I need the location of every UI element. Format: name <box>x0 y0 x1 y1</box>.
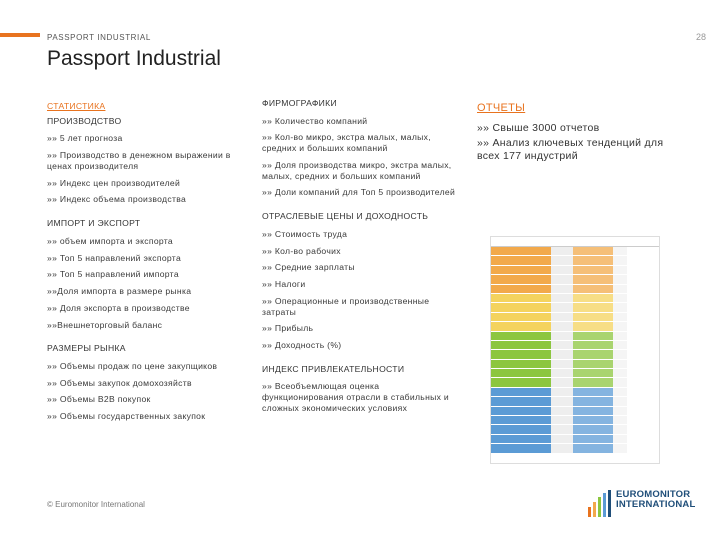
thumbnail-cell <box>491 425 551 433</box>
list-item: »» Объемы продаж по цене закупщиков <box>47 361 218 372</box>
reports-list <box>477 122 667 163</box>
thumbnail-cell <box>573 435 613 443</box>
thumbnail-row <box>491 294 659 303</box>
thumbnail-cell <box>551 247 573 255</box>
thumbnail-cell <box>573 416 613 424</box>
thumbnail-cell <box>491 313 551 321</box>
thumbnail-cell <box>491 360 551 368</box>
thumbnail-cell <box>491 341 551 349</box>
thumbnail-cell <box>551 322 573 330</box>
thumbnail-row <box>491 397 659 406</box>
thumbnail-cell <box>573 247 613 255</box>
list-item: »» Индекс объема производства <box>47 194 187 205</box>
thumbnail-row <box>491 285 659 294</box>
thumbnail-cell <box>613 369 627 377</box>
accent-bar <box>0 33 40 37</box>
prices-list <box>262 229 462 351</box>
thumbnail-cell <box>613 378 627 386</box>
thumbnail-cell <box>573 341 613 349</box>
thumbnail-cell <box>573 285 613 293</box>
thumbnail-cell <box>551 341 573 349</box>
list-item: »» Топ 5 направлений импорта <box>47 269 179 280</box>
thumbnail-cell <box>551 435 573 443</box>
thumbnail-cell <box>551 388 573 396</box>
thumbnail-cell <box>613 407 627 415</box>
thumbnail-row <box>491 416 659 425</box>
thumbnail-cell <box>613 285 627 293</box>
thumbnail-cell <box>551 303 573 311</box>
production-heading: ПРОИЗВОДСТВО <box>47 115 122 126</box>
thumbnail-cell <box>613 266 627 274</box>
thumbnail-cell <box>551 369 573 377</box>
thumbnail-cell <box>551 397 573 405</box>
thumbnail-cell <box>573 350 613 358</box>
thumbnail-cell <box>613 256 627 264</box>
import-export-heading: ИМПОРТ И ЭКСПОРТ <box>47 218 141 229</box>
thumbnail-cell <box>491 285 551 293</box>
thumbnail-row <box>491 303 659 312</box>
thumbnail-cell <box>573 332 613 340</box>
list-item: »» Средние зарплаты <box>262 262 355 273</box>
thumbnail-row <box>491 350 659 359</box>
thumbnail-cell <box>613 341 627 349</box>
list-item: »» Всеобъемлющая оценка функционирования отрасли в стабильных и сложных экономических условиях <box>262 381 449 413</box>
list-item: »» Анализ ключевых тенденций для всех 177 индустрий <box>477 137 664 162</box>
thumbnail-row <box>491 322 659 331</box>
thumbnail-cell <box>491 397 551 405</box>
thumbnail-header <box>491 237 659 247</box>
thumbnail-cell <box>491 416 551 424</box>
thumbnail-row <box>491 407 659 416</box>
thumbnail-cell <box>613 416 627 424</box>
statistics-column <box>47 101 247 428</box>
list-item: »» Количество компаний <box>262 115 368 126</box>
thumbnail-cell <box>551 313 573 321</box>
logo-line-1: EUROMONITOR <box>616 489 691 500</box>
thumbnail-row <box>491 378 659 387</box>
thumbnail-cell <box>551 350 573 358</box>
thumbnail-cell <box>551 360 573 368</box>
thumbnail-row <box>491 435 659 444</box>
thumbnail-cell <box>613 322 627 330</box>
thumbnail-cell <box>491 350 551 358</box>
list-item: »» 5 лет прогноза <box>47 133 123 144</box>
thumbnail-cell <box>573 444 613 452</box>
thumbnail-cell <box>573 425 613 433</box>
list-item: »»Внешнеторговый баланс <box>47 319 163 330</box>
thumbnail-cell <box>491 435 551 443</box>
attractiveness-heading: ИНДЕКС ПРИВЛЕКАТЕЛЬНОСТИ <box>262 363 405 374</box>
thumbnail-row <box>491 369 659 378</box>
thumbnail-cell <box>613 350 627 358</box>
thumbnail-cell <box>573 322 613 330</box>
list-item: »» Объемы закупок домохозяйств <box>47 377 192 388</box>
list-item: »» Кол-во рабочих <box>262 245 341 256</box>
list-item: »» Объемы B2B покупок <box>47 394 151 405</box>
thumbnail-cell <box>491 388 551 396</box>
firmography-list <box>262 116 462 198</box>
thumbnail-cell <box>491 294 551 302</box>
page-title: Passport Industrial <box>47 47 221 70</box>
logo-wordmark <box>616 490 695 510</box>
thumbnail-cell <box>551 266 573 274</box>
thumbnail-row <box>491 332 659 341</box>
thumbnail-cell <box>573 369 613 377</box>
thumbnail-cell <box>613 360 627 368</box>
thumbnail-cell <box>613 435 627 443</box>
thumbnail-cell <box>573 397 613 405</box>
list-item: »» Стоимость труда <box>262 228 348 239</box>
thumbnail-row <box>491 360 659 369</box>
list-item: »» Доли компаний для Топ 5 производителей <box>262 187 456 198</box>
list-item: »» Свыше 3000 отчетов <box>477 121 600 134</box>
thumbnail-cell <box>613 294 627 302</box>
production-list <box>47 133 247 205</box>
list-item: »» Налоги <box>262 279 306 290</box>
thumbnail-cell <box>613 247 627 255</box>
thumbnail-row <box>491 425 659 434</box>
thumbnail-cell <box>573 275 613 283</box>
thumbnail-cell <box>491 303 551 311</box>
thumbnail-row <box>491 266 659 275</box>
thumbnail-row <box>491 247 659 256</box>
thumbnail-cell <box>613 275 627 283</box>
thumbnail-cell <box>551 378 573 386</box>
thumbnail-row <box>491 444 659 453</box>
firmography-column <box>262 98 462 420</box>
list-item: »» объем импорта и экспорта <box>47 235 174 246</box>
list-item: »» Доля экспорта в производстве <box>47 302 190 313</box>
statistics-link[interactable]: СТАТИСТИКА <box>47 101 106 111</box>
thumbnail-row <box>491 275 659 284</box>
thumbnail-cell <box>573 294 613 302</box>
thumbnail-cell <box>551 416 573 424</box>
market-size-heading: РАЗМЕРЫ РЫНКА <box>47 343 126 354</box>
report-preview-thumbnail <box>490 236 660 464</box>
thumbnail-cell <box>491 369 551 377</box>
list-item: »» Индекс цен производителей <box>47 177 181 188</box>
thumbnail-cell <box>491 332 551 340</box>
thumbnail-cell <box>613 388 627 396</box>
thumbnail-cell <box>573 303 613 311</box>
thumbnail-cell <box>573 313 613 321</box>
thumbnail-cell <box>551 444 573 452</box>
list-item: »» Производство в денежном выражении в ценах производителя <box>47 150 231 171</box>
thumbnail-cell <box>491 256 551 264</box>
thumbnail-cell <box>613 303 627 311</box>
thumbnail-cell <box>551 332 573 340</box>
list-item: »» Доходность (%) <box>262 340 342 351</box>
reports-column <box>477 102 667 166</box>
firmography-heading: ФИРМОГРАФИКИ <box>262 98 337 108</box>
thumbnail-cell <box>573 360 613 368</box>
list-item: »» Кол-во микро, экстра малых, малых, средних и больших компаний <box>262 132 431 154</box>
thumbnail-cell <box>491 266 551 274</box>
thumbnail-cell <box>491 378 551 386</box>
list-item: »» Топ 5 направлений экспорта <box>47 252 182 263</box>
thumbnail-cell <box>551 407 573 415</box>
thumbnail-cell <box>551 256 573 264</box>
thumbnail-cell <box>613 425 627 433</box>
thumbnail-cell <box>551 285 573 293</box>
copyright: © Euromonitor International <box>47 500 145 509</box>
thumbnail-cell <box>573 388 613 396</box>
thumbnail-row <box>491 313 659 322</box>
thumbnail-cell <box>491 275 551 283</box>
thumbnail-cell <box>613 444 627 452</box>
thumbnail-cell <box>613 332 627 340</box>
logo-line-2: INTERNATIONAL <box>616 498 696 510</box>
market-size-list <box>47 361 247 422</box>
thumbnail-cell <box>491 444 551 452</box>
thumbnail-cell <box>613 313 627 321</box>
thumbnail-cell <box>573 407 613 415</box>
thumbnail-cell <box>573 378 613 386</box>
thumbnail-row <box>491 256 659 265</box>
reports-link[interactable]: ОТЧЕТЫ <box>477 102 526 114</box>
list-item: »» Операционные и производственные затраты <box>262 295 430 317</box>
thumbnail-cell <box>491 322 551 330</box>
thumbnail-cell <box>573 256 613 264</box>
list-item: »» Прибыль <box>262 323 314 334</box>
thumbnail-cell <box>613 397 627 405</box>
prices-heading: ОТРАСЛЕВЫЕ ЦЕНЫ И ДОХОДНОСТЬ <box>262 211 429 222</box>
thumbnail-row <box>491 341 659 350</box>
top-label: PASSPORT INDUSTRIAL <box>47 33 151 42</box>
list-item: »» Объемы государственных закупок <box>47 411 206 422</box>
thumbnail-cell <box>491 247 551 255</box>
thumbnail-cell <box>491 407 551 415</box>
thumbnail-row <box>491 388 659 397</box>
import-export-list <box>47 236 247 330</box>
thumbnail-cell <box>551 294 573 302</box>
attractiveness-list <box>262 381 462 413</box>
list-item: »» Доля производства микро, экстра малых, малых, средних и больших компаний <box>262 159 452 181</box>
thumbnail-cell <box>551 275 573 283</box>
thumbnail-cell <box>551 425 573 433</box>
thumbnail-rows <box>491 247 659 454</box>
thumbnail-cell <box>573 266 613 274</box>
list-item: »»Доля импорта в размере рынка <box>47 286 192 297</box>
page-number: 28 <box>695 32 706 42</box>
